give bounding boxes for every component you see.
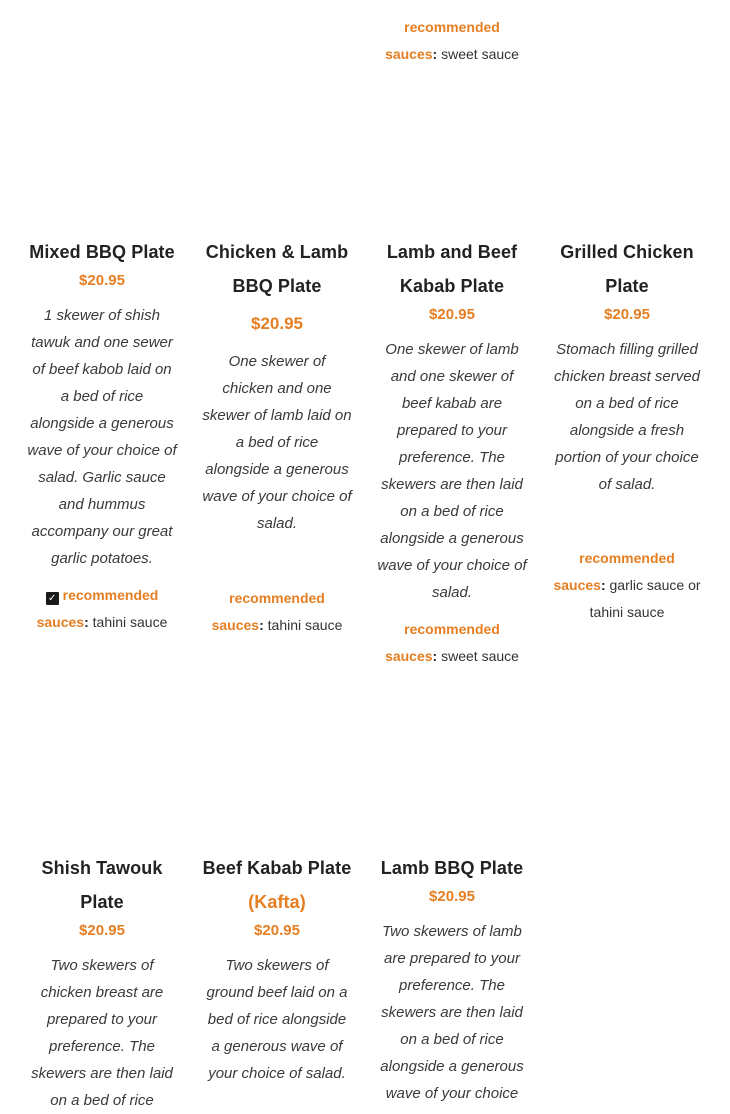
menu-item-lamb-beef-kabab-plate[interactable] xyxy=(377,235,527,670)
menu-item-partial xyxy=(377,14,527,68)
sauce-label: recommended sauces xyxy=(385,19,500,62)
item-price: $20.95 xyxy=(79,272,125,289)
item-description: One skewer of lamb and one skewer of beef kabab are prepared to your preference. The skewers are then laid on a bed of rice alongside a generous wave of your choice of salad. xyxy=(377,341,527,601)
sauce-label: recommended sauces xyxy=(36,587,159,630)
item-title[interactable]: Chicken & Lamb BBQ Plate xyxy=(205,242,349,296)
item-price: $20.95 xyxy=(429,888,475,905)
menu-item-beef-kabab-plate[interactable] xyxy=(202,851,352,1087)
recommended-sauce: recommended sauces: sweet sauce xyxy=(385,621,519,664)
item-title[interactable]: Lamb BBQ Plate xyxy=(380,858,524,878)
recommended-sauce: recommended sauces: sweet sauce xyxy=(385,19,519,62)
menu-item-grilled-chicken-plate[interactable] xyxy=(552,235,702,626)
menu-item-mixed-bbq-plate[interactable] xyxy=(27,235,177,636)
menu-item-lamb-bbq-plate[interactable] xyxy=(377,851,527,1107)
menu-item-shish-tawouk-plate[interactable] xyxy=(27,851,177,1114)
sauce-value: sweet sauce xyxy=(441,46,519,62)
sauce-value: garlic sauce or tahini sauce xyxy=(589,577,701,620)
menu-item-chicken-lamb-bbq-plate[interactable] xyxy=(202,235,352,639)
item-description: Two skewers of ground beef laid on a bed of rice alongside a generous wave of your choice of salad. xyxy=(206,957,348,1082)
item-description: One skewer of chicken and one skewer of lamb laid on a bed of rice alongside a generous wave of your choice of salad. xyxy=(202,353,352,532)
item-price: $20.95 xyxy=(604,306,650,323)
recommended-sauce: recommended sauces: tahini sauce xyxy=(211,590,343,633)
recommended-sauce: recommended sauces: garlic sauce or tahini sauce xyxy=(553,550,701,620)
item-description: Two skewers of lamb are prepared to your preference. The skewers are then laid on a bed of rice alongside a generous wave of your choice xyxy=(380,923,524,1102)
item-title-text: Beef Kabab Plate xyxy=(202,858,352,878)
sauce-value: tahini sauce xyxy=(267,617,343,633)
sauce-label: recommended sauces xyxy=(553,550,675,593)
item-description: 1 skewer of shish tawuk and one sewer of beef kabob laid on a bed of rice alongside a generous wave of your choice of salad. Garlic sauce and hummus accompany our great garlic potatoes. xyxy=(27,307,177,567)
item-price: $20.95 xyxy=(79,922,125,939)
item-description: Two skewers of chicken breast are prepared to your preference. The skewers are then laid on a bed of rice xyxy=(31,957,173,1109)
item-description: Stomach filling grilled chicken breast served on a bed of rice alongside a fresh portion of your choice of salad. xyxy=(554,341,700,493)
checkbox-icon: ✓ xyxy=(46,592,59,605)
sauce-label: recommended sauces xyxy=(385,621,500,664)
sauce-value: sweet sauce xyxy=(441,648,519,664)
recommended-sauce: ✓ recommended sauces: tahini sauce xyxy=(36,587,168,630)
sauce-value: tahini sauce xyxy=(92,614,168,630)
item-title[interactable]: Shish Tawouk Plate xyxy=(41,858,163,912)
item-title[interactable]: Grilled Chicken Plate xyxy=(560,242,694,296)
item-price: $20.95 xyxy=(429,306,475,323)
item-price: $20.95 xyxy=(251,314,303,333)
item-price: $20.95 xyxy=(254,922,300,939)
item-title[interactable] xyxy=(202,851,352,919)
item-title[interactable]: Lamb and Beef Kabab Plate xyxy=(386,242,518,296)
sauce-label: recommended sauces xyxy=(211,590,325,633)
item-title[interactable]: Mixed BBQ Plate xyxy=(29,242,175,262)
item-title-accent: (Kafta) xyxy=(248,892,306,912)
